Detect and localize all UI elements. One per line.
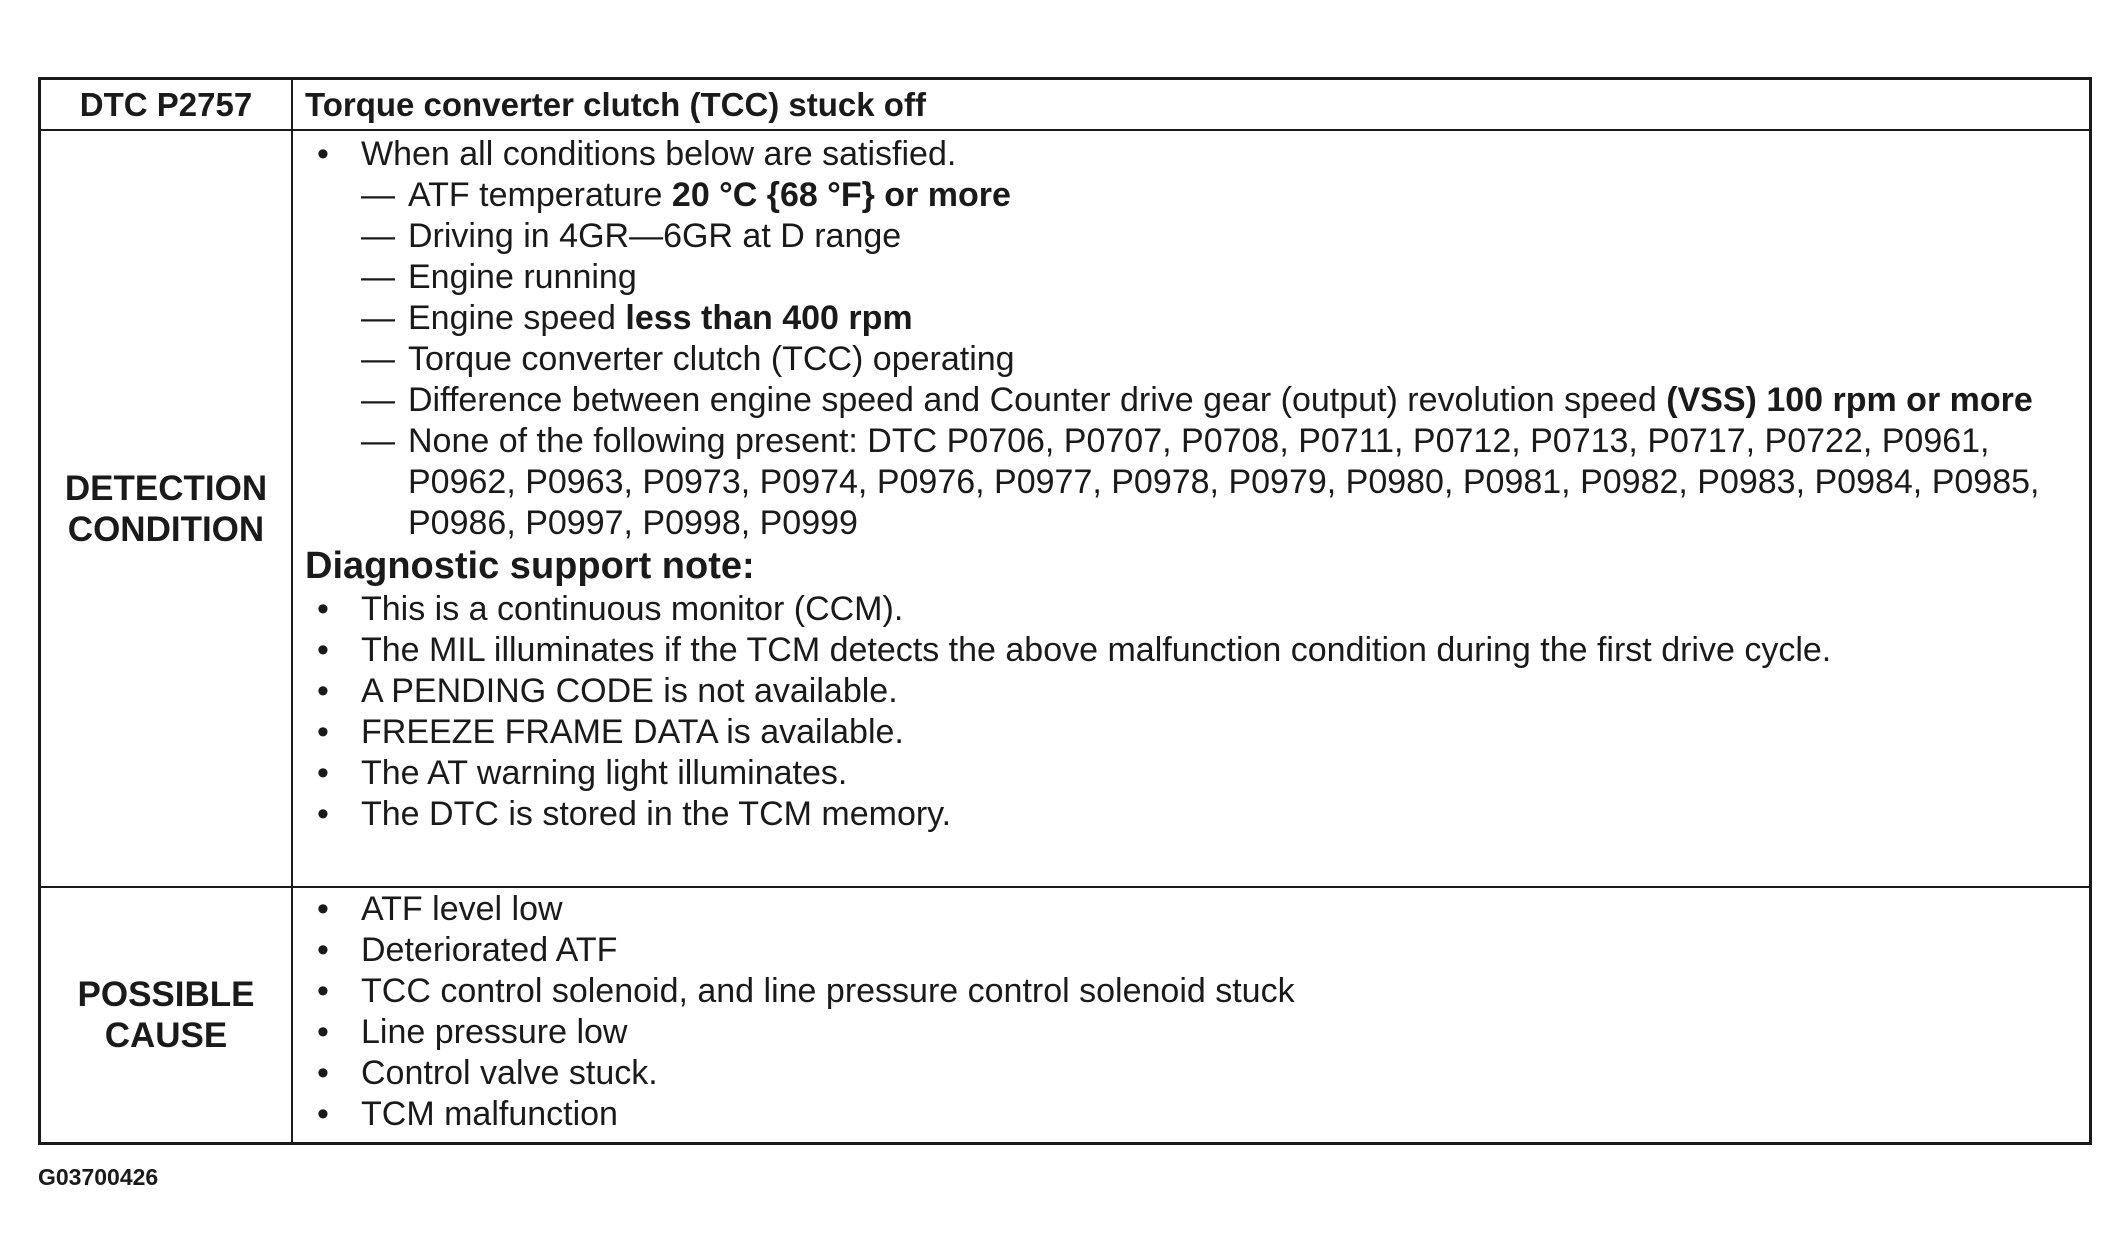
diagnostic-note-list	[305, 589, 2069, 835]
condition-item	[361, 175, 2069, 216]
cause-item: • Deteriorated ATF	[305, 930, 2069, 971]
condition-emphasis: (VSS) 100 rpm or more	[1666, 381, 2033, 419]
condition-text: Torque converter clutch (TCC) operating	[408, 340, 1015, 378]
condition-text: ATF temperature	[408, 176, 672, 214]
dtc-title: Torque converter clutch (TCC) stuck off	[305, 86, 926, 123]
detection-condition-content	[293, 131, 2089, 886]
possible-cause-content	[293, 888, 2089, 1142]
cause-label-line2: CAUSE	[104, 1016, 228, 1055]
cause-list	[305, 889, 2069, 1135]
note-item: • The MIL illuminates if the TCM detects the above malfunction condition during the first drive cycle.	[305, 630, 2069, 671]
condition-text: None of the following present: DTC P0706, P0707, P0708, P0711, P0712, P0713, P0717, P0722, P0961, P0962, P0963, P0973, P0974, P0976, P0977, P0978, P0979, P0980, P0981, P0982, P0983, P0984, P0985, P0986, P0997, P0998, P0999	[408, 422, 2040, 542]
figure-id: G03700426	[38, 1164, 159, 1190]
cause-item: • TCC control solenoid, and line pressure control solenoid stuck	[305, 971, 2069, 1012]
note-item: • FREEZE FRAME DATA is available.	[305, 712, 2069, 753]
condition-emphasis: 20 °C {68 °F} or more	[671, 176, 1011, 214]
cause-item: • Line pressure low	[305, 1012, 2069, 1053]
dtc-header-row	[41, 80, 2089, 131]
note-item: • This is a continuous monitor (CCM).	[305, 589, 2069, 630]
condition-item	[361, 257, 2069, 298]
dtc-code: DTC P2757	[41, 80, 293, 129]
possible-cause-label	[41, 888, 293, 1142]
detection-list	[305, 134, 2069, 544]
condition-item	[361, 339, 2069, 380]
condition-text: Difference between engine speed and Counter drive gear (output) revolution speed	[408, 381, 1667, 419]
possible-cause-row	[41, 888, 2089, 1142]
condition-text: Engine speed	[408, 299, 626, 337]
detection-label-line1: DETECTION	[64, 468, 268, 508]
detection-intro-item	[305, 134, 2069, 544]
cause-item: • TCM malfunction	[305, 1094, 2069, 1135]
cause-item: • ATF level low	[305, 889, 2069, 930]
cause-label-line1: POSSIBLE	[77, 975, 255, 1014]
condition-list	[361, 175, 2069, 544]
condition-text: Engine running	[408, 258, 637, 296]
dtc-table	[38, 77, 2092, 1145]
note-item: • The AT warning light illuminates.	[305, 753, 2069, 794]
note-item: • The DTC is stored in the TCM memory.	[305, 794, 2069, 835]
diagnostic-note-heading: Diagnostic support note:	[305, 545, 755, 587]
detection-intro: When all conditions below are satisfied.	[361, 135, 957, 173]
note-item: • A PENDING CODE is not available.	[305, 671, 2069, 712]
cause-item: • Control valve stuck.	[305, 1053, 2069, 1094]
condition-item	[361, 380, 2069, 421]
condition-text: Driving in 4GR—6GR at D range	[408, 217, 902, 255]
condition-item	[361, 216, 2069, 257]
condition-emphasis: less than 400 rpm	[625, 299, 913, 337]
detection-label-line2: CONDITION	[67, 509, 265, 549]
condition-item	[361, 421, 2069, 544]
detection-condition-label	[41, 131, 293, 886]
detection-condition-row	[41, 131, 2089, 888]
condition-item	[361, 298, 2069, 339]
